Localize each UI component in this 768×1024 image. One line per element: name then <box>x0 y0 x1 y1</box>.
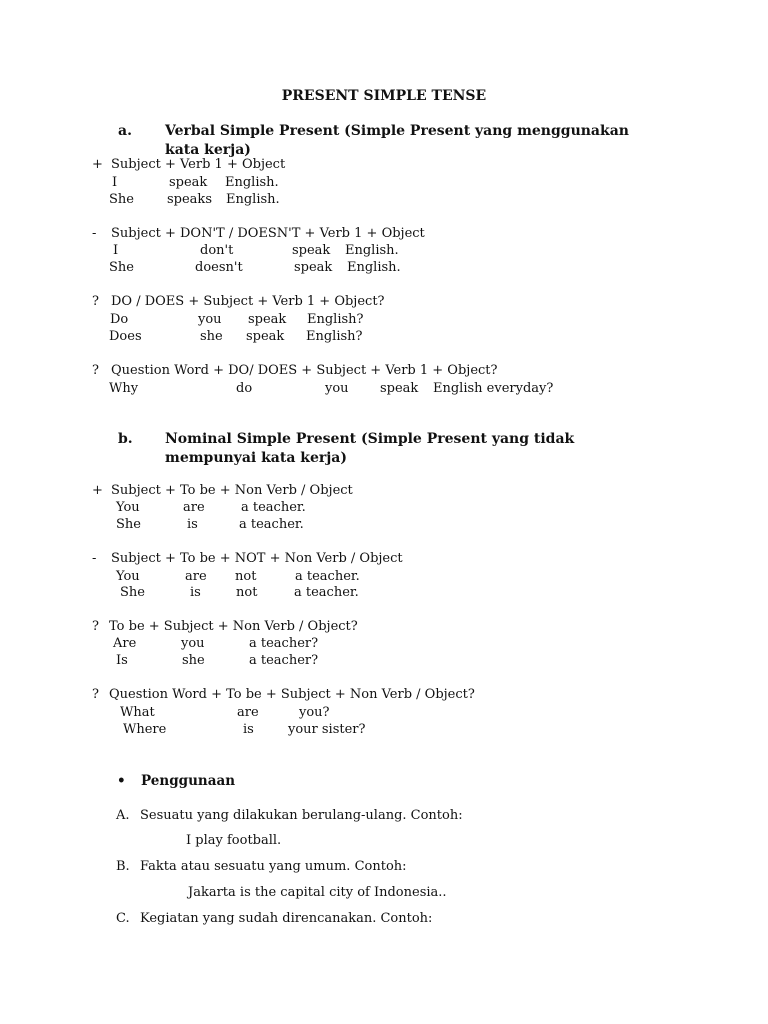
formula-text: Question Word + To be + Subject + Non Verb / Object? <box>109 687 475 702</box>
example-word: a teacher? <box>249 653 319 668</box>
formula-text: Subject + Verb 1 + Object <box>111 157 286 172</box>
example-word: a teacher. <box>239 517 304 532</box>
example-row <box>0 584 768 601</box>
formula-text: Question Word + DO/ DOES + Subject + Verb 1 + Object? <box>111 363 498 378</box>
formula-row <box>92 362 512 379</box>
example-word: speak <box>292 243 331 258</box>
example-word: English. <box>347 260 401 275</box>
section-a-marker: a. <box>118 123 132 139</box>
example-word: is <box>243 722 254 737</box>
example-row <box>0 311 768 328</box>
example-word: She <box>120 585 145 600</box>
usage-example: Jakarta is the capital city of Indonesia.. <box>188 885 447 900</box>
example-word: speak <box>380 381 419 396</box>
example-row <box>0 191 768 208</box>
example-word: you? <box>299 705 330 720</box>
example-row <box>0 499 768 516</box>
example-word: speaks <box>167 192 212 207</box>
formula-row <box>92 482 492 499</box>
example-word: a teacher. <box>241 500 306 515</box>
formula-symbol: + <box>92 157 103 172</box>
example-word: a teacher? <box>249 636 319 651</box>
example-row <box>0 568 768 585</box>
formula-symbol: ? <box>92 619 99 634</box>
example-word: do <box>236 381 253 396</box>
example-row <box>0 652 768 669</box>
section-a-heading <box>118 122 678 158</box>
example-word: English? <box>306 329 363 344</box>
usage-example: I play football. <box>186 833 282 848</box>
formula-symbol: ? <box>92 294 99 309</box>
usage-item-text: Sesuatu yang dilakukan berulang-ulang. Contoh: <box>140 808 463 823</box>
example-word: She <box>109 192 134 207</box>
formula-text: DO / DOES + Subject + Verb 1 + Object? <box>111 294 385 309</box>
section-b-heading <box>118 430 678 470</box>
example-word: she <box>182 653 205 668</box>
example-word: She <box>116 517 141 532</box>
example-word: a teacher. <box>294 585 359 600</box>
example-word: Are <box>113 636 137 651</box>
bullet-icon: • <box>117 773 126 789</box>
section-b-title: Nominal Simple Present (Simple Present yang tidak mempunyai kata kerja) <box>165 431 575 466</box>
example-word: doesn't <box>195 260 243 275</box>
example-word: You <box>116 569 140 584</box>
example-word: Is <box>116 653 128 668</box>
formula-symbol: + <box>92 483 103 498</box>
formula-symbol: ? <box>92 687 99 702</box>
usage-heading <box>117 773 417 791</box>
example-word: is <box>190 585 201 600</box>
formula-text: Subject + To be + NOT + Non Verb / Object <box>111 551 403 566</box>
page-title: PRESENT SIMPLE TENSE <box>281 88 487 104</box>
example-word: You <box>116 500 140 515</box>
formula-text: To be + Subject + Non Verb / Object? <box>109 619 358 634</box>
example-row <box>0 635 768 652</box>
formula-symbol: - <box>92 551 97 566</box>
example-word: speak <box>294 260 333 275</box>
example-word: not <box>235 569 257 584</box>
example-row <box>0 328 768 345</box>
example-row <box>0 704 768 721</box>
example-word: not <box>236 585 258 600</box>
formula-symbol: ? <box>92 363 99 378</box>
example-word: speak <box>248 312 287 327</box>
section-a-title: Verbal Simple Present (Simple Present yang menggunakan kata kerja) <box>165 123 629 158</box>
example-word: English. <box>225 175 279 190</box>
usage-item-text: Fakta atau sesuatu yang umum. Contoh: <box>140 859 407 874</box>
example-word: Where <box>123 722 167 737</box>
example-word: English. <box>345 243 399 258</box>
example-word: What <box>120 705 155 720</box>
example-row <box>0 174 768 191</box>
section-b-marker: b. <box>118 431 133 447</box>
formula-row <box>92 293 492 310</box>
example-word: she <box>200 329 223 344</box>
example-word: are <box>185 569 207 584</box>
example-word: are <box>237 705 259 720</box>
example-word: speak <box>246 329 285 344</box>
formula-row <box>92 225 492 242</box>
example-word: are <box>183 500 205 515</box>
example-word: a teacher. <box>295 569 360 584</box>
example-row <box>0 380 768 397</box>
example-word: don't <box>200 243 234 258</box>
example-word: you <box>181 636 205 651</box>
example-word: is <box>187 517 198 532</box>
example-row <box>0 242 768 259</box>
example-word: Why <box>109 381 139 396</box>
example-word: you <box>198 312 222 327</box>
formula-row <box>92 550 492 567</box>
example-word: English? <box>307 312 364 327</box>
usage-item-letter: C. <box>116 911 130 926</box>
example-word: She <box>109 260 134 275</box>
formula-symbol: - <box>92 226 97 241</box>
usage-item <box>116 859 616 877</box>
example-row <box>0 516 768 533</box>
usage-item-letter: A. <box>116 808 130 823</box>
example-word: your sister? <box>288 722 366 737</box>
formula-text: Subject + DON'T / DOESN'T + Verb 1 + Object <box>111 226 425 241</box>
example-word: English everyday? <box>433 381 554 396</box>
example-word: you <box>325 381 349 396</box>
example-word: I <box>113 243 119 258</box>
usage-item-text: Kegiatan yang sudah direncanakan. Contoh: <box>140 911 433 926</box>
example-word: Does <box>109 329 142 344</box>
example-word: Do <box>110 312 129 327</box>
usage-title: Penggunaan <box>141 773 236 789</box>
example-word: I <box>112 175 118 190</box>
formula-row <box>92 618 492 635</box>
usage-item <box>116 808 616 826</box>
formula-row <box>92 686 512 703</box>
example-row <box>0 721 768 738</box>
example-row <box>0 259 768 276</box>
formula-text: Subject + To be + Non Verb / Object <box>111 483 353 498</box>
example-word: speak <box>169 175 208 190</box>
formula-row <box>92 156 492 173</box>
usage-item <box>116 911 616 929</box>
usage-item-letter: B. <box>116 859 130 874</box>
example-word: English. <box>226 192 280 207</box>
